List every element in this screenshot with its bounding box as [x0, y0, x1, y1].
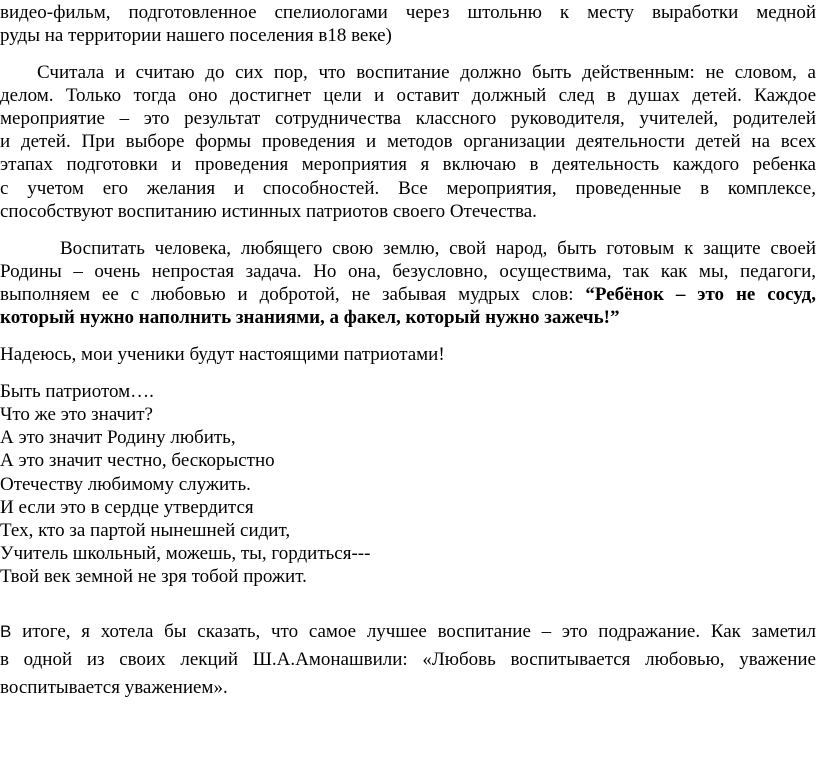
poem-line: Учитель школьный, можешь, ты, гордиться---	[0, 543, 371, 564]
homeland-line-3-plain: выполняем ее с любовью и добротой, не забывая мудрых слов:	[0, 284, 586, 305]
quote-part-1: “Ребёнок – это не сосуд,	[585, 284, 816, 305]
intro-line-1: видео-фильм, подготовленное спелиологами через штольню к месту выработки медной	[0, 2, 816, 23]
education-line-4: и детей. При выборе формы проведения и методов организации деятельности детей на всех	[0, 131, 816, 152]
poem-line: Твой век земной не зря тобой прожит.	[0, 566, 307, 587]
poem-line: Тех, кто за партой нынешней сидит,	[0, 520, 291, 541]
education-line-7: способствуют воспитанию истинных патриотов своего Отечества.	[0, 201, 537, 222]
conclusion-line-3: воспитывается уважением».	[0, 677, 228, 698]
intro-line-2: руды на территории нашего поселения в18 веке)	[0, 25, 392, 46]
education-line-3: мероприятие – это результат сотрудничества классного руководителя, учителей, родителей	[0, 108, 816, 129]
conclusion-first-letter: В	[0, 622, 12, 641]
poem-line: Быть патриотом….	[0, 381, 154, 402]
quote-part-2: который нужно наполнить знаниями, а факел, который нужно зажечь!”	[0, 307, 620, 328]
homeland-line-1: Воспитать человека, любящего свою землю, свой народ, быть готовым к защите своей	[60, 238, 816, 259]
hope-line: Надеюсь, мои ученики будут настоящими патриотами!	[0, 344, 445, 365]
conclusion-line-1-rest: итоге, я хотела бы сказать, что самое лучшее воспитание – это подражание. Как заметил	[11, 621, 816, 642]
poem-line: А это значит Родину любить,	[0, 427, 236, 448]
conclusion-line-2: в одной из своих лекций Ш.А.Амонашвили: «Любовь воспитывается любовью, уважение	[0, 649, 816, 670]
poem-line: Отечеству любимому служить.	[0, 474, 251, 495]
conclusion-line-1	[0, 621, 816, 643]
homeland-line-2: Родины – очень непростая задача. Но она, безусловно, осуществима, так как мы, педагоги,	[0, 261, 816, 282]
education-line-1: Считала и считаю до сих пор, что воспитание должно быть действенным: не словом, а	[37, 62, 816, 83]
homeland-line-3	[0, 284, 816, 306]
education-line-2: делом. Только тогда оно достигнет цели и оставит должный след в душах детей. Каждое	[0, 85, 816, 106]
education-line-5: этапах подготовки и проведения мероприятия я включаю в деятельность каждого ребенка	[0, 154, 816, 175]
poem-line: Что же это значит?	[0, 404, 153, 425]
poem-line: А это значит честно, бескорыстно	[0, 450, 275, 471]
poem-line: И если это в сердце утвердится	[0, 497, 254, 518]
education-line-6: с учетом его желания и способностей. Все мероприятия, проведенные в комплексе,	[0, 178, 816, 199]
